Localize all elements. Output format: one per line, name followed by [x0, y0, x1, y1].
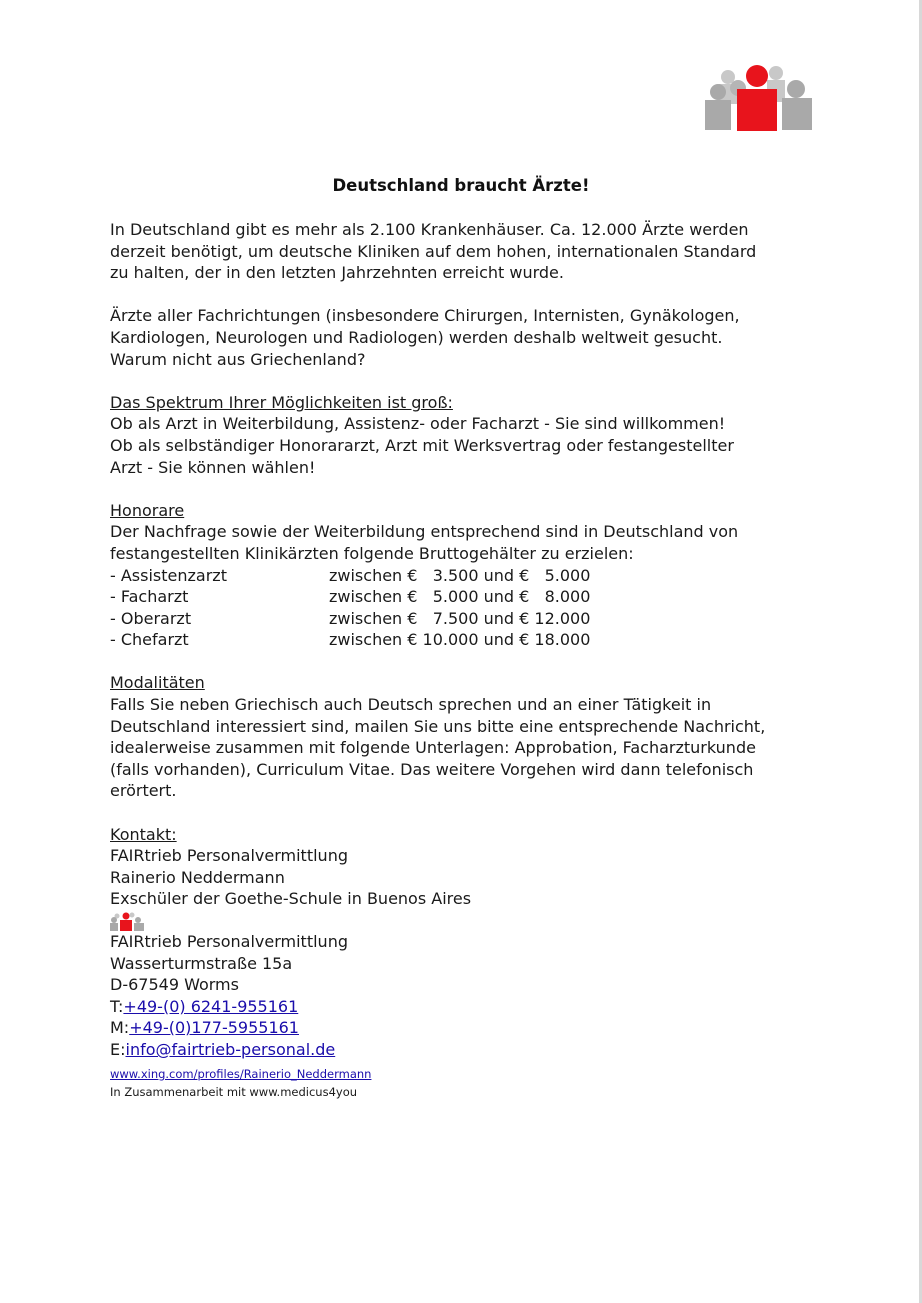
honorare-section	[110, 500, 830, 651]
xing-profile-link[interactable]: www.xing.com/profiles/Rainerio_Neddermann	[110, 1066, 372, 1081]
text-line: Deutschland interessiert sind, mailen Sie uns bitte eine entsprechende Nachricht,	[110, 716, 766, 736]
contact-name: Rainerio Neddermann	[110, 867, 285, 887]
email-link[interactable]: info@fairtrieb-personal.de	[125, 1039, 336, 1059]
text-line: erörtert.	[110, 781, 177, 801]
salary-role: - Assistenzarzt	[110, 565, 227, 585]
phone-link[interactable]: +49-(0) 6241-955161	[123, 996, 299, 1016]
text-line: zu halten, der in den letzten Jahrzehnten erreicht wurde.	[110, 263, 564, 283]
text-line: derzeit benötigt, um deutsche Kliniken auf dem hohen, internationalen Standard	[110, 241, 757, 261]
street-address: Wasserturmstraße 15a	[110, 953, 293, 973]
salary-role: - Facharzt	[110, 587, 189, 607]
honorare-heading: Honorare	[110, 500, 185, 520]
salary-role: - Oberarzt	[110, 608, 192, 628]
salary-row	[110, 586, 830, 608]
spektrum-heading: Das Spektrum Ihrer Möglichkeiten ist groß:	[110, 392, 453, 412]
salary-role: - Chefarzt	[110, 630, 189, 650]
contact-note: Exschüler der Goethe-Schule in Buenos Aires	[110, 889, 472, 909]
intro-paragraph-2	[110, 305, 830, 370]
document-body	[110, 219, 830, 1101]
spektrum-section	[110, 392, 830, 478]
email-line	[110, 1039, 830, 1061]
text-line: Ärzte aller Fachrichtungen (insbesondere Chirurgen, Internisten, Gynäkologen,	[110, 306, 740, 326]
cooperation-note: In Zusammenarbeit mit www.medicus4you	[110, 1084, 358, 1099]
people-group-logo-icon	[704, 62, 814, 132]
text-line: Der Nachfrage sowie der Weiterbildung entsprechend sind in Deutschland von	[110, 522, 739, 542]
footer-small	[110, 1065, 830, 1101]
modalitaeten-section	[110, 672, 830, 802]
phone-label: T:	[110, 996, 124, 1016]
salary-row	[110, 565, 830, 587]
modalitaeten-heading: Modalitäten	[110, 673, 205, 693]
kontakt-section	[110, 824, 830, 1101]
text-line: idealerweise zusammen mit folgende Unterlagen: Approbation, Facharzturkunde	[110, 738, 756, 758]
salary-range: zwischen € 7.500 und € 12.000	[329, 608, 591, 628]
text-line: Ob als Arzt in Weiterbildung, Assistenz- oder Facharzt - Sie sind willkommen!	[110, 414, 726, 434]
text-line: festangestellten Klinikärzten folgende Bruttogehälter zu erzielen:	[110, 543, 634, 563]
salary-range: zwischen € 10.000 und € 18.000	[329, 630, 591, 650]
intro-paragraph-1	[110, 219, 830, 284]
text-line: In Deutschland gibt es mehr als 2.100 Krankenhäuser. Ca. 12.000 Ärzte werden	[110, 220, 749, 239]
company-name: FAIRtrieb Personalvermittlung	[110, 846, 348, 866]
salary-row	[110, 629, 830, 651]
text-line: Falls Sie neben Griechisch auch Deutsch sprechen und an einer Tätigkeit in	[110, 695, 712, 715]
company-name-2: FAIRtrieb Personalvermittlung	[110, 932, 348, 951]
city-address: D-67549 Worms	[110, 975, 239, 995]
kontakt-heading: Kontakt:	[110, 824, 177, 844]
text-line: Arzt - Sie können wählen!	[110, 457, 316, 477]
mobile-link[interactable]: +49-(0)177-5955161	[129, 1018, 299, 1038]
mobile-label: M:	[110, 1018, 130, 1038]
salary-range: zwischen € 3.500 und € 5.000	[329, 565, 591, 585]
small-people-logo-icon	[110, 911, 144, 931]
text-line: Warum nicht aus Griechenland?	[110, 349, 366, 369]
email-label: E:	[110, 1039, 126, 1059]
salary-row	[110, 608, 830, 630]
text-line: (falls vorhanden), Curriculum Vitae. Das weitere Vorgehen wird dann telefonisch	[110, 759, 754, 779]
text-line: Ob als selbständiger Honorararzt, Arzt mit Werksvertrag oder festangestellter	[110, 435, 734, 455]
text-line: Kardiologen, Neurologen und Radiologen) werden deshalb weltweit gesucht.	[110, 327, 723, 347]
page-title: Deutschland braucht Ärzte!	[332, 176, 590, 195]
phone-line	[110, 996, 830, 1018]
mobile-line	[110, 1017, 830, 1039]
salary-range: zwischen € 5.000 und € 8.000	[329, 587, 591, 607]
